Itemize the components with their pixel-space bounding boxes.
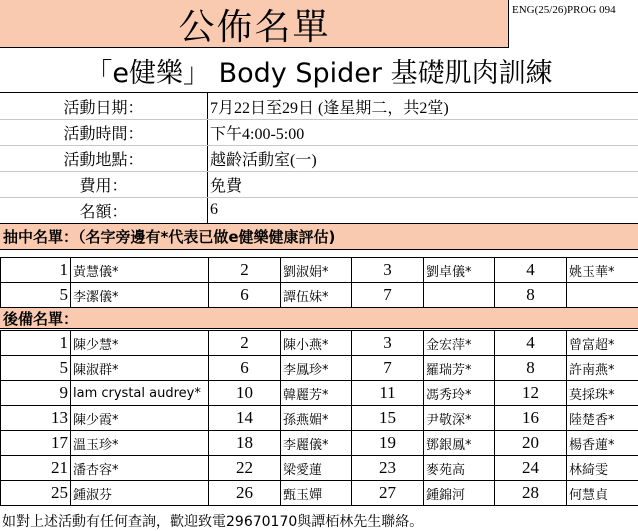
list-number: 8 — [495, 283, 567, 308]
participant-name: 金宏萍* — [424, 331, 495, 356]
participant-name: 甄玉嬋 — [281, 481, 352, 506]
participant-name: 鍾錦河 — [424, 481, 495, 506]
list-number: 8 — [495, 356, 567, 381]
list-number: 22 — [209, 456, 281, 481]
participant-name: 陳淑群* — [71, 356, 209, 381]
list-number: 6 — [209, 283, 281, 308]
event-title: 「e健樂」 Body Spider 基礎肌肉訓練 — [0, 49, 638, 93]
participant-name: 黃慧儀* — [71, 258, 209, 283]
participant-name: 潘杏容* — [71, 456, 209, 481]
list-number: 27 — [352, 481, 424, 506]
list-number: 5 — [1, 356, 71, 381]
quota-value: 6 — [210, 201, 218, 218]
list-number: 1 — [1, 258, 71, 283]
list-number: 14 — [209, 406, 281, 431]
list-number: 19 — [352, 431, 424, 456]
program-code: ENG(25/26)PROG 094 — [512, 4, 616, 16]
participant-name: 陳小燕* — [281, 331, 352, 356]
table-row — [1, 283, 638, 308]
participant-name: 尹敬深* — [424, 406, 495, 431]
table-row — [1, 431, 638, 456]
list-number: 24 — [495, 456, 567, 481]
list-number: 1 — [1, 331, 71, 356]
participant-name: 孫燕媚* — [281, 406, 352, 431]
participant-name: 林綺雯 — [567, 456, 638, 481]
list-number: 2 — [209, 258, 281, 283]
list-number: 4 — [495, 331, 567, 356]
participant-name: 劉淑娟* — [281, 258, 352, 283]
participant-name: lam crystal audrey* — [71, 381, 209, 406]
list-number: 18 — [209, 431, 281, 456]
list-number: 2 — [209, 331, 281, 356]
participant-name: 馮秀玲* — [424, 381, 495, 406]
list-number: 11 — [352, 381, 424, 406]
list-number: 17 — [1, 431, 71, 456]
date-value: 7月22日至29日 (逢星期二，共2堂) — [210, 99, 449, 117]
participant-name: 溫玉珍* — [71, 431, 209, 456]
table-row — [1, 406, 638, 431]
participant-name: 楊香蓮* — [567, 431, 638, 456]
participant-name: 李潔儀* — [71, 283, 209, 308]
list-number: 3 — [352, 331, 424, 356]
list-number: 25 — [1, 481, 71, 506]
list-number: 3 — [352, 258, 424, 283]
list-number: 6 — [209, 356, 281, 381]
quota-label: 名額： — [79, 201, 128, 221]
participant-name — [424, 283, 495, 308]
page-title: 公佈名單 — [178, 6, 331, 48]
table-row — [1, 456, 638, 481]
participant-name: 陸楚香* — [567, 406, 638, 431]
list-number: 23 — [352, 456, 424, 481]
participant-name: 羅瑞芳* — [424, 356, 495, 381]
participant-name: 許南燕* — [567, 356, 638, 381]
participant-name: 何慧貞 — [567, 481, 638, 506]
table-row — [1, 258, 638, 283]
table-row — [1, 481, 638, 506]
list-number: 21 — [1, 456, 71, 481]
list-number: 26 — [209, 481, 281, 506]
list-number: 9 — [1, 381, 71, 406]
table-row — [1, 331, 638, 356]
fee-label: 費用： — [79, 175, 128, 195]
list-number: 7 — [352, 283, 424, 308]
selected-table — [0, 257, 638, 308]
list-number: 20 — [495, 431, 567, 456]
list-number: 13 — [1, 406, 71, 431]
venue-value: 越齡活動室(一) — [210, 151, 317, 169]
list-number: 15 — [352, 406, 424, 431]
participant-name: 譚伍妹* — [281, 283, 352, 308]
participant-name: 劉卓儀* — [424, 258, 495, 283]
participant-name: 梁愛蓮 — [281, 456, 352, 481]
participant-name: 李鳳珍* — [281, 356, 352, 381]
participant-name: 鄧銀鳳* — [424, 431, 495, 456]
participant-name: 莫採珠* — [567, 381, 638, 406]
list-number: 16 — [495, 406, 567, 431]
waitlist-header: 後備名單： — [0, 307, 638, 329]
venue-label: 活動地點： — [63, 149, 144, 169]
list-number: 5 — [1, 283, 71, 308]
date-label: 活動日期： — [63, 97, 144, 117]
time-label: 活動時間： — [63, 123, 144, 143]
participant-name: 鍾淑芬 — [71, 481, 209, 506]
info-divider — [207, 93, 208, 223]
fee-value: 免費 — [210, 177, 243, 195]
participant-name — [567, 283, 638, 308]
participant-name: 陳少霞* — [71, 406, 209, 431]
participant-name: 麥苑高 — [424, 456, 495, 481]
selected-list-header: 抽中名單：（名字旁邊有*代表已做e健樂健康評估) — [0, 223, 638, 250]
table-row — [1, 356, 638, 381]
list-number: 10 — [209, 381, 281, 406]
list-number: 12 — [495, 381, 567, 406]
waitlist-table — [0, 330, 638, 506]
participant-name: 姚玉華* — [567, 258, 638, 283]
table-row — [1, 381, 638, 406]
participant-name: 曾富超* — [567, 331, 638, 356]
contact-footer: 如對上述活動有任何查詢，歡迎致電29670170與譚栢林先生聯絡。 — [2, 514, 424, 530]
participant-name: 陳少慧* — [71, 331, 209, 356]
list-number: 4 — [495, 258, 567, 283]
time-value: 下午4:00-5:00 — [210, 125, 305, 143]
participant-name: 李麗儀* — [281, 431, 352, 456]
participant-name: 韓麗芳* — [281, 381, 352, 406]
list-number: 7 — [352, 356, 424, 381]
list-number: 28 — [495, 481, 567, 506]
